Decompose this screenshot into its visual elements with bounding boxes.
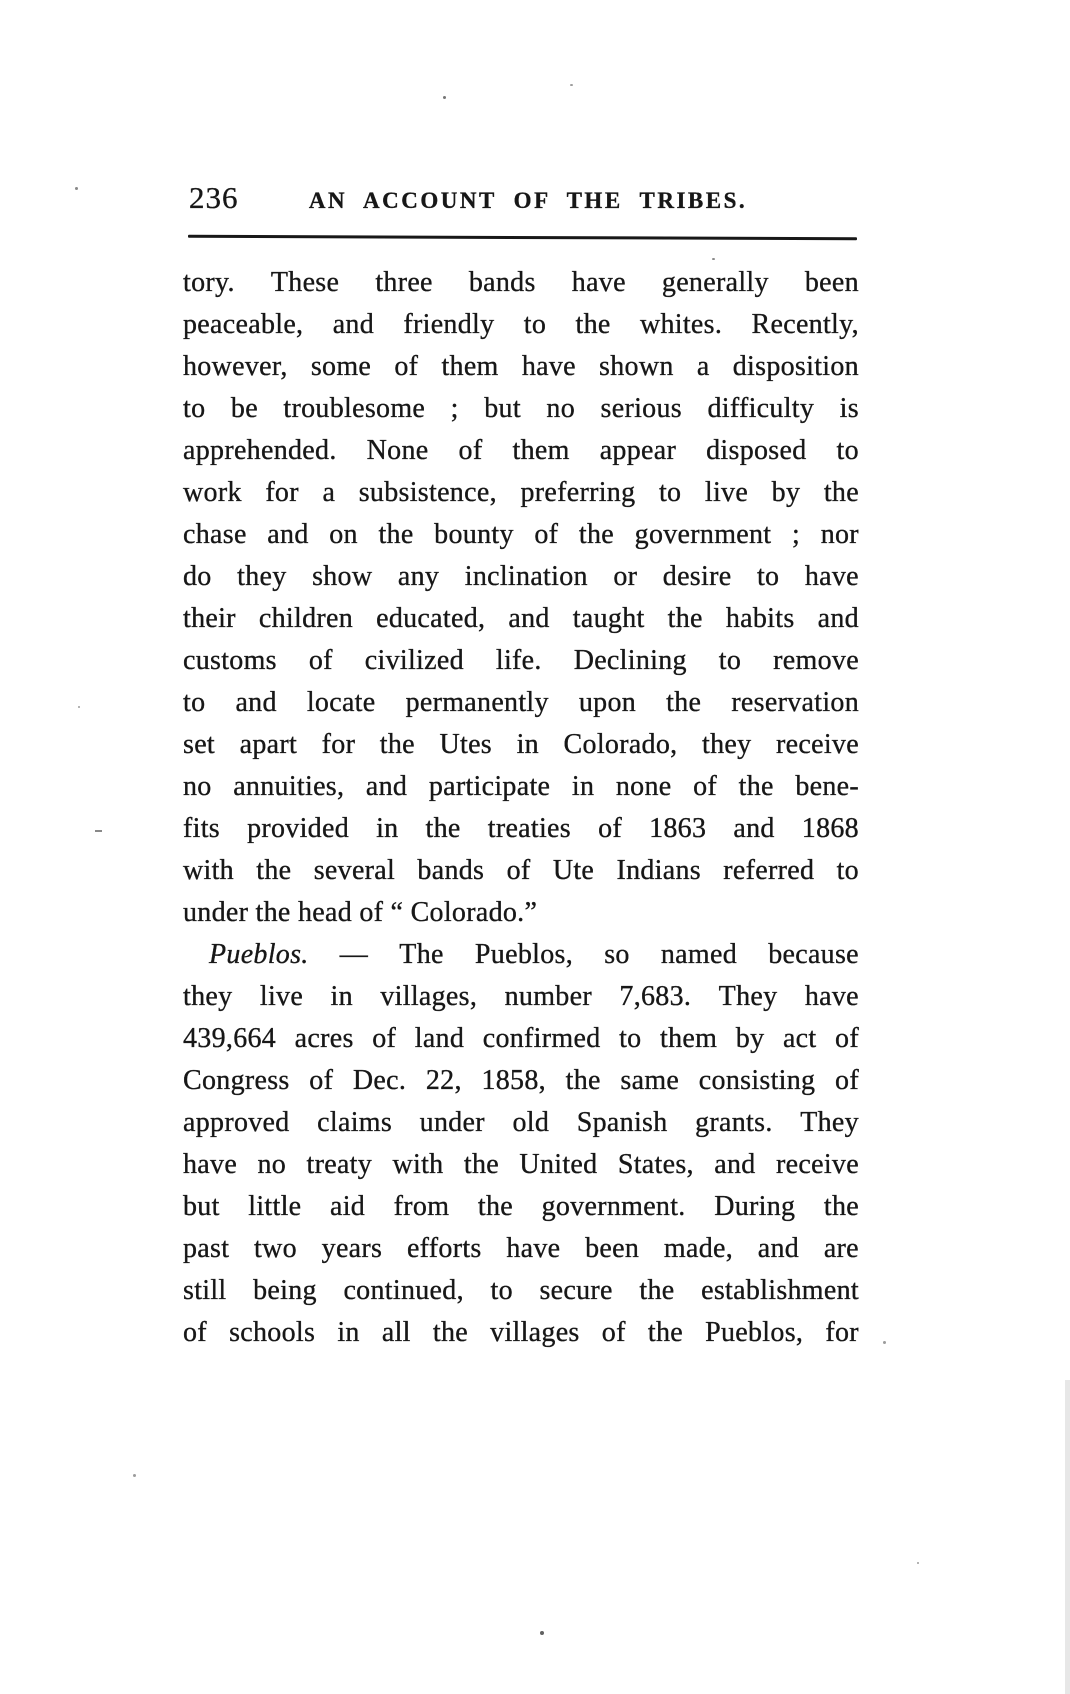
- scan-edge-shadow: [1065, 1380, 1070, 1694]
- scan-speck: [78, 706, 80, 708]
- scan-speck: [95, 830, 102, 832]
- scan-speck: [540, 1631, 544, 1635]
- scan-speck: [883, 1341, 886, 1344]
- text-line: past two years efforts have been made, and are: [183, 1233, 859, 1264]
- text-line: approved claims under old Spanish grants. They: [183, 1107, 859, 1138]
- text-line: work for a subsistence, preferring to live by the: [183, 477, 859, 508]
- page-number: 236: [189, 180, 239, 215]
- text-line: chase and on the bounty of the government ; nor: [183, 519, 859, 550]
- text-line: have no treaty with the United States, and receive: [183, 1149, 859, 1180]
- text-line: with the several bands of Ute Indians referred to: [183, 855, 859, 886]
- text-line: they live in villages, number 7,683. They have: [183, 981, 859, 1012]
- scan-speck: [712, 258, 715, 260]
- text-line: no annuities, and participate in none of the bene-: [183, 771, 859, 802]
- scan-speck: [75, 187, 78, 190]
- text-line: Pueblos. — The Pueblos, so named because: [209, 939, 859, 970]
- scan-speck: [443, 96, 446, 99]
- page-header: [183, 180, 859, 224]
- text-line: fits provided in the treaties of 1863 and 1868: [183, 813, 859, 844]
- text-line: Congress of Dec. 22, 1858, the same consisting of: [183, 1065, 859, 1096]
- page-body: [183, 262, 859, 1354]
- text-line: still being continued, to secure the establishment: [183, 1275, 859, 1306]
- text-line: of schools in all the villages of the Pueblos, for: [183, 1317, 859, 1348]
- scan-speck: [133, 1474, 136, 1477]
- text-line: but little aid from the government. During the: [183, 1191, 859, 1222]
- text-line: to and locate permanently upon the reservation: [183, 687, 859, 718]
- text-line: to be troublesome ; but no serious difficulty is: [183, 393, 859, 424]
- text-line: apprehended. None of them appear disposed to: [183, 435, 859, 466]
- scan-speck: [570, 84, 573, 86]
- text-line: customs of civilized life. Declining to remove: [183, 645, 859, 676]
- running-title: AN ACCOUNT OF THE TRIBES.: [308, 188, 748, 213]
- scan-speck: [917, 1562, 919, 1564]
- text-line: tory. These three bands have generally been: [183, 267, 859, 298]
- header-rule: [188, 235, 857, 241]
- text-line: 439,664 acres of land confirmed to them by act of: [183, 1023, 859, 1054]
- text-line: their children educated, and taught the habits and: [183, 603, 859, 634]
- text-line: under the head of “ Colorado.”: [183, 897, 538, 928]
- text-line: however, some of them have shown a disposition: [183, 351, 859, 382]
- text-line: do they show any inclination or desire to have: [183, 561, 859, 592]
- text-line: set apart for the Utes in Colorado, they receive: [183, 729, 859, 760]
- text-line: peaceable, and friendly to the whites. Recently,: [183, 309, 859, 340]
